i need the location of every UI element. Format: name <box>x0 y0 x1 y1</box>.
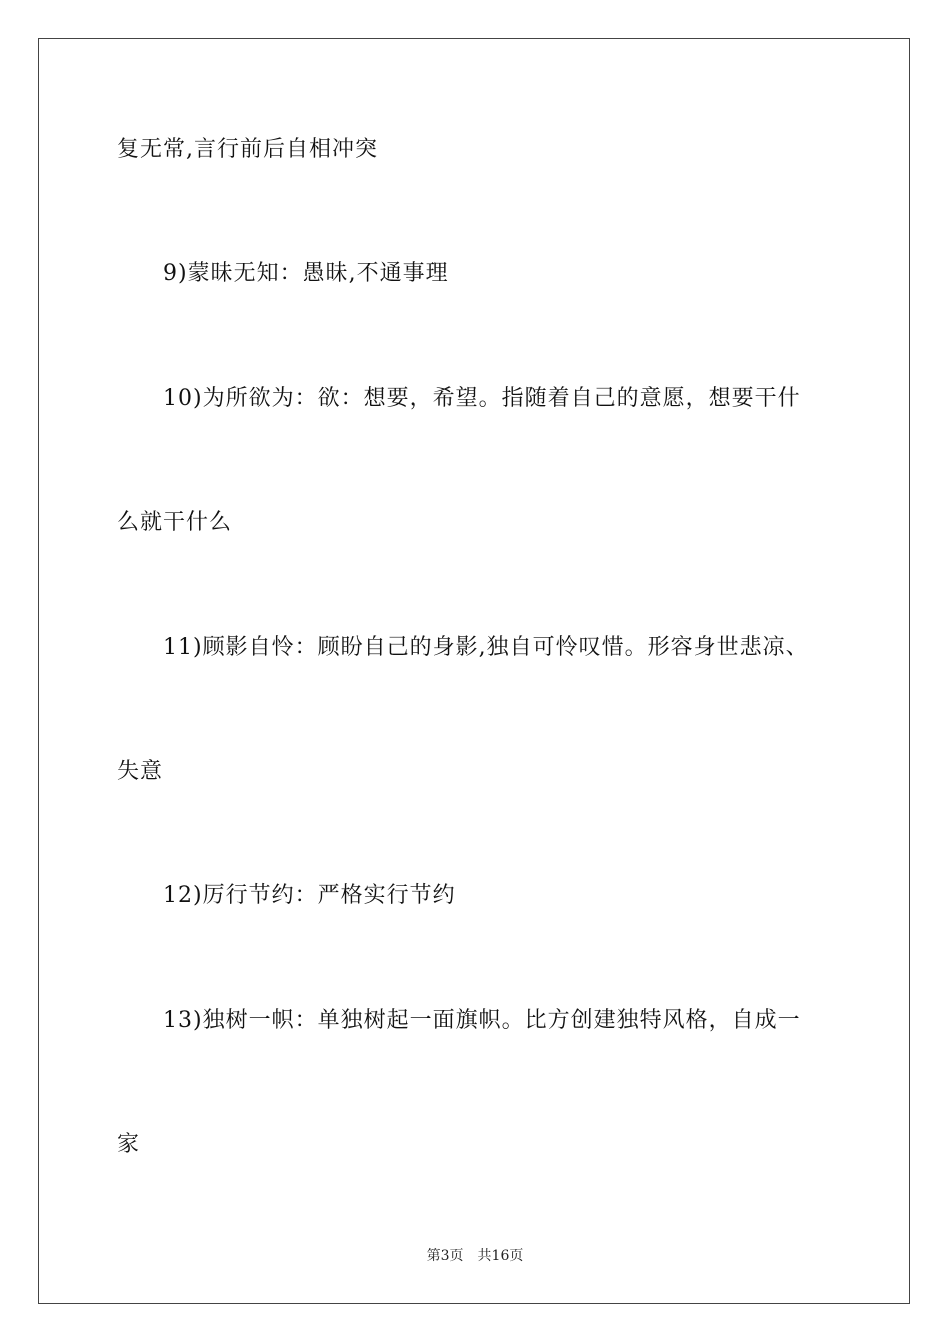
idiom-entry-10: 10)为所欲为：欲：想要，希望。指随着自己的意愿，想要干什 <box>163 386 801 411</box>
idiom-entry-11-continuation: 失意 <box>117 759 164 784</box>
idiom-entry-13: 13)独树一帜：单独树起一面旗帜。比方创建独特风格，自成一 <box>163 1008 801 1033</box>
idiom-entry-11: 11)顾影自怜：顾盼自己的身影,独自可怜叹惜。形容身世悲凉、 <box>163 635 809 660</box>
page-footer <box>0 1246 950 1266</box>
idiom-entry-10-continuation: 么就干什么 <box>117 510 233 535</box>
idiom-entry-9: 9)蒙昧无知：愚昧,不通事理 <box>163 261 449 286</box>
page-number: 第3页 <box>426 1248 464 1264</box>
page-total: 共16页 <box>477 1248 524 1264</box>
page-border <box>38 38 910 1304</box>
text-line-continuation: 复无常,言行前后自相冲突 <box>117 137 378 162</box>
idiom-entry-13-continuation: 家 <box>117 1132 141 1157</box>
idiom-entry-12: 12)厉行节约：严格实行节约 <box>163 883 456 908</box>
